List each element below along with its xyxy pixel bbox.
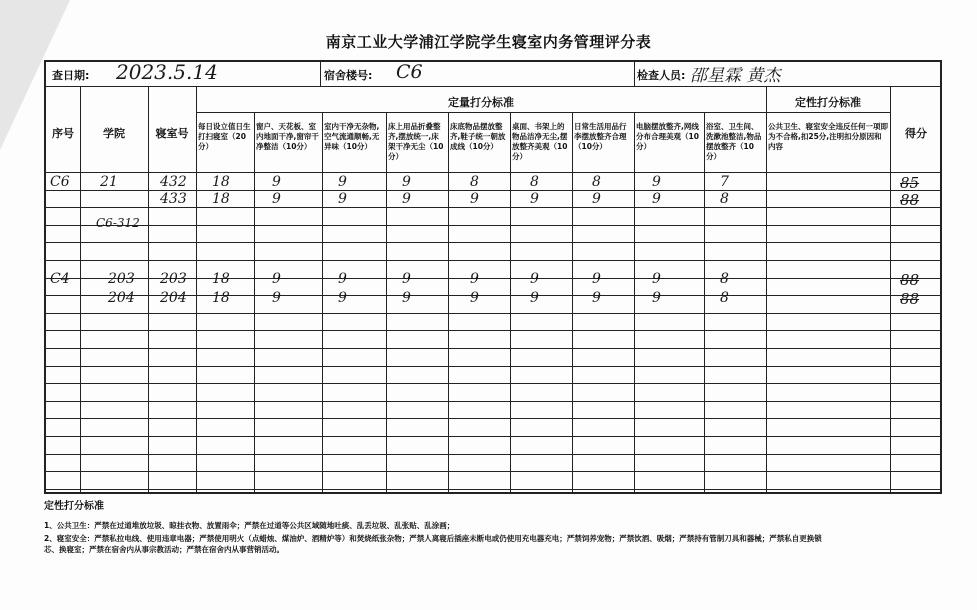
- row-total: 88: [900, 191, 920, 209]
- row-score-3: 9: [338, 174, 347, 190]
- criterion-header: 桌面、书架上的物品洁净无尘,摆放整齐美观（10分）: [512, 122, 568, 161]
- header-divider: [196, 112, 890, 113]
- row-score-2: 9: [272, 191, 281, 207]
- header-score: 得分: [905, 127, 927, 140]
- row-room: 432: [160, 174, 187, 190]
- row-score-9: 8: [720, 290, 729, 306]
- row-room: 203: [160, 271, 187, 287]
- inspector-value: 邵星霖 黄杰: [690, 66, 781, 86]
- row-score-8: 9: [652, 290, 661, 306]
- row-score-3: 9: [338, 271, 347, 287]
- row-score-2: 9: [272, 290, 281, 306]
- date-label: 查日期:: [52, 69, 90, 82]
- criterion-header: 每日设立值日生打扫寝室（20分）: [198, 122, 251, 151]
- column-line: [890, 86, 891, 494]
- column-line: [80, 86, 81, 494]
- info-bar-divider: [44, 86, 942, 87]
- row-score-6: 8: [530, 174, 539, 190]
- row-score-8: 9: [652, 191, 661, 207]
- row-line: [44, 454, 942, 455]
- row-line: [44, 383, 942, 384]
- column-line: [766, 86, 767, 494]
- footer-rule-3: 芯、换寝室；严禁在宿舍内从事宗教活动；严禁在宿舍内从事营销活动。: [44, 545, 284, 554]
- inspector-label: 检查人员:: [637, 69, 686, 82]
- footer-title: 定性打分标准: [44, 501, 104, 512]
- row-score-1: 18: [212, 271, 230, 287]
- row-total: 88: [900, 290, 920, 308]
- row-score-8: 9: [652, 174, 661, 190]
- row-line: [44, 489, 942, 490]
- row-score-5: 9: [470, 290, 479, 306]
- row-line: [44, 207, 942, 208]
- row-score-2: 9: [272, 174, 281, 190]
- footer-rule-1: 1、公共卫生：严禁在过道堆放垃圾、晾挂衣物、放置雨伞；严禁在过道等公共区域随地吐痰、乱丢垃圾、乱张贴、乱涂画；: [44, 521, 455, 530]
- row-score-6: 9: [530, 290, 539, 306]
- form-title: 南京工业大学浦江学院学生寝室内务管理评分表: [325, 33, 652, 51]
- row-seq: C6: [50, 174, 70, 190]
- row-line: [44, 418, 942, 419]
- row-score-3: 9: [338, 191, 347, 207]
- criterion-header: 室内干净无杂物,空气流通顺畅,无异味（10分）: [324, 122, 380, 151]
- row-room: 204: [160, 290, 187, 306]
- row-line: [44, 348, 942, 349]
- column-line: [148, 86, 149, 494]
- row-score-7: 9: [592, 191, 601, 207]
- column-line: [196, 86, 197, 494]
- row-score-9: 7: [720, 174, 729, 190]
- header-college: 学院: [103, 127, 125, 140]
- criterion-header: 床上用品折叠整齐,摆放统一,床架干净无尘（10分）: [388, 122, 444, 161]
- row-total: 88: [900, 271, 920, 289]
- criterion-header: 公共卫生、寝室安全违反任何一项即为不合格,扣25分,注明扣分原因和内容: [768, 122, 888, 151]
- date-value: 2023.5.14: [116, 60, 218, 84]
- row-score-7: 9: [592, 290, 601, 306]
- footer-rule-2: 2、寝室安全：严禁私拉电线、使用违章电器；严禁使用明火（点蜡烛、煤油炉、酒精炉等）和焚烧纸张杂物；严禁人离寝后插座未断电或仍使用充电器充电；严禁饲养宠物；严禁饮酒、吸烟；严禁持有管制刀具和器械；严禁私自更换锁: [44, 534, 822, 543]
- criterion-header: 浴室、卫生间、洗漱池整洁,物品摆放整齐（10分）: [706, 122, 762, 161]
- row-line: [44, 260, 942, 261]
- row-score-5: 8: [470, 174, 479, 190]
- row-score-4: 9: [402, 191, 411, 207]
- row-score-4: 9: [402, 290, 411, 306]
- criterion-header: 日常生活用品行李摆放整齐合理（10分）: [574, 122, 627, 151]
- row-line: [44, 313, 942, 314]
- row-line: [44, 225, 942, 226]
- row-line: [44, 436, 942, 437]
- row-score-1: 18: [212, 174, 230, 190]
- row-college: 203: [108, 271, 135, 287]
- row-seq: C4: [50, 271, 70, 287]
- building-value: C6: [396, 61, 423, 83]
- row-line: [44, 330, 942, 331]
- row-line: [44, 366, 942, 367]
- row-score-1: 18: [212, 191, 230, 207]
- row-score-7: 8: [592, 174, 601, 190]
- header-quantitative: 定量打分标准: [448, 96, 514, 109]
- criterion-header: 床底物品摆放整齐,鞋子统一朝放成线（10分）: [450, 122, 506, 151]
- row-score-6: 9: [530, 271, 539, 287]
- row-score-2: 9: [272, 271, 281, 287]
- row-score-3: 9: [338, 290, 347, 306]
- header-seq: 序号: [52, 127, 74, 140]
- row-college: C6-312: [96, 216, 140, 230]
- header-bottom: [44, 172, 942, 173]
- row-line: [44, 471, 942, 472]
- header-room: 寝室号: [155, 127, 189, 140]
- row-score-7: 9: [592, 271, 601, 287]
- row-line: [44, 401, 942, 402]
- row-college: 21: [100, 174, 118, 190]
- row-college: 204: [108, 290, 135, 306]
- header-qualitative: 定性打分标准: [795, 96, 861, 109]
- row-score-9: 8: [720, 271, 729, 287]
- row-room: 433: [160, 191, 187, 207]
- info-sep: [320, 60, 321, 86]
- row-line: [44, 242, 942, 243]
- building-label: 宿舍楼号:: [324, 69, 373, 82]
- info-sep: [634, 60, 635, 86]
- row-score-1: 18: [212, 290, 230, 306]
- row-total: 85: [900, 174, 920, 192]
- row-score-4: 9: [402, 271, 411, 287]
- row-score-8: 9: [652, 271, 661, 287]
- row-score-4: 9: [402, 174, 411, 190]
- row-score-9: 8: [720, 191, 729, 207]
- row-score-5: 9: [470, 271, 479, 287]
- criterion-header: 电脑摆放整齐,网线分布合理美观（10分）: [636, 122, 699, 151]
- criterion-header: 窗户、天花板、室内地面干净,窗帘干净整洁（10分）: [256, 122, 319, 151]
- row-score-5: 9: [470, 191, 479, 207]
- row-score-6: 9: [530, 191, 539, 207]
